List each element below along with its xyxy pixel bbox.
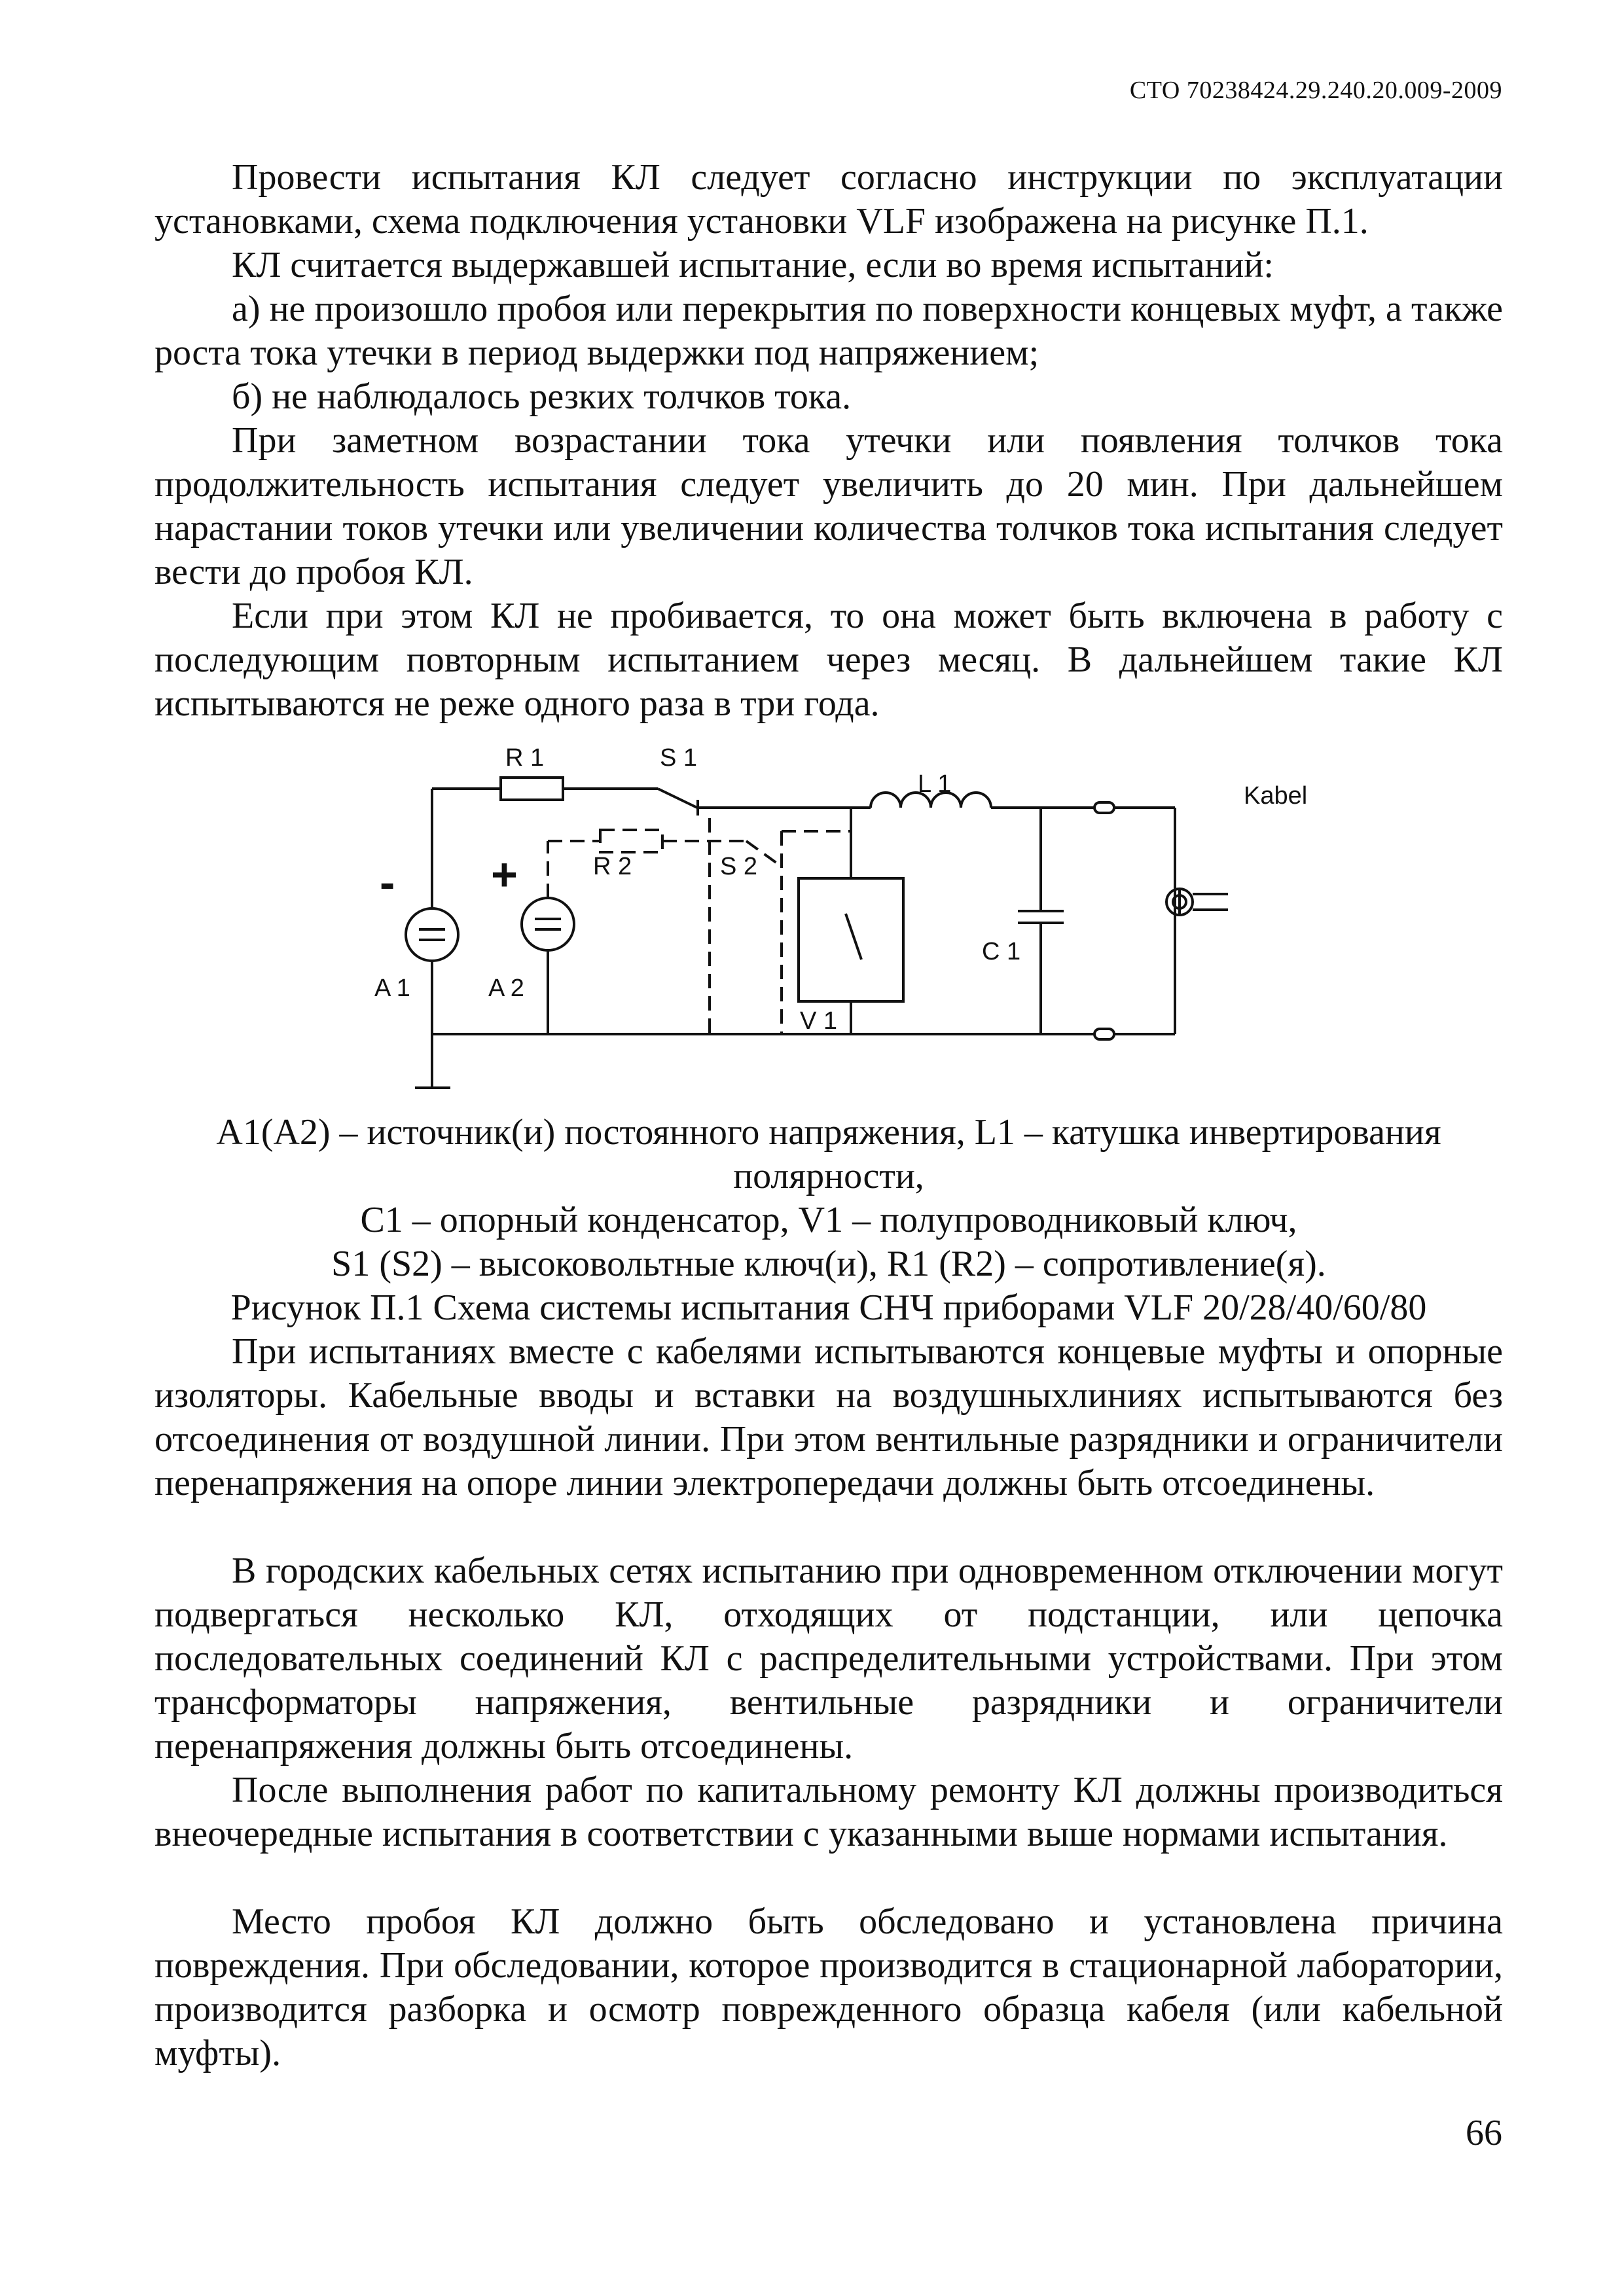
- switch-s1: [658, 789, 698, 816]
- label-minus: -: [380, 857, 395, 908]
- document-code: СТО 70238424.29.240.20.009-2009: [1129, 77, 1502, 104]
- paragraph-test-procedure: Провести испытания КЛ следует согласно инструкции по эксплуатации установками, схема подключения установки VLF изображена на рисунке П.1.: [154, 157, 1503, 242]
- label-c1: C 1: [982, 938, 1021, 965]
- label-s2: S 2: [720, 853, 758, 880]
- label-plus: +: [491, 849, 518, 900]
- paragraph-retest: Если при этом КЛ не пробивается, то она может быть включена в работу с последующим повторным испытанием через месяц. В дальнейшем такие КЛ испытываются не реже одного раза в три года.: [154, 596, 1503, 724]
- figure-caption-line1: А1(А2) – источник(и) постоянного напряжения, L1 – катушка инвертирования: [216, 1112, 1441, 1153]
- page-number: 66: [1466, 2113, 1502, 2153]
- paragraph-criterion-a: а) не произошло пробоя или перекрытия по поверхности концевых муфт, а также роста тока утечки в период выдержки под напряжением;: [154, 289, 1503, 373]
- switch-v1-box: [799, 878, 903, 1001]
- terminal-bottom: [1094, 1029, 1114, 1039]
- paragraph-leakage-increase: При заметном возрастании тока утечки или появления толчков тока продолжительность испытания следует увеличить до 20 мин. При дальнейшем нарастании токов утечки или увеличении количества толчков тока испытания следует вести до пробоя КЛ.: [154, 420, 1503, 592]
- label-l1: L 1: [918, 770, 952, 798]
- figure-title: Рисунок П.1 Схема системы испытания СНЧ приборами VLF 20/28/40/60/80: [230, 1287, 1427, 1328]
- label-a1: A 1: [374, 975, 410, 1002]
- paragraph-after-repair: После выполнения работ по капитальному ремонту КЛ должны производиться внеочередные испытания в соответствии с указанными выше нормами испытания.: [154, 1770, 1503, 1854]
- paragraph-urban-networks: В городских кабельных сетях испытанию при одновременном отключении могут подвергаться несколько КЛ, отходящих от подстанции, или цепочка последовательных соединений КЛ с распределительными устройствами. При этом трансформаторы напряжения, вентильные разрядники и ограничители перенапряжения должны быть отсоединены.: [154, 1551, 1503, 1767]
- paragraph-pass-criteria: КЛ считается выдержавшей испытание, если во время испытаний:: [232, 245, 1274, 285]
- label-r1: R 1: [505, 744, 545, 772]
- resistor-r1: [501, 778, 563, 800]
- paragraph-breakdown-location: Место пробоя КЛ должно быть обследовано и установлена причина повреждения. При обследовании, которое производится в стационарной лаборатории, производится разборка и осмотр поврежденного образца кабеля (или кабельной муфты).: [154, 1901, 1503, 2073]
- label-s1: S 1: [660, 744, 698, 772]
- source-a1-symbol: [406, 908, 458, 961]
- capacitor-c1: [1018, 911, 1064, 923]
- figure-caption-line4: S1 (S2) – высоковольтные ключ(и), R1 (R2) – сопротивление(я).: [331, 1244, 1326, 1284]
- paragraph-terminations: При испытаниях вместе с кабелями испытываются концевые муфты и опорные изоляторы. Кабельные вводы и вставки на воздушныхлиниях испытываются без отсоединения от воздушной линии. При этом вентильные разрядники и ограничители перенапряжения на опоре линии электропередачи должны быть отсоединены.: [154, 1331, 1503, 1503]
- terminal-top: [1094, 802, 1114, 813]
- label-kabel: Kabel: [1244, 782, 1308, 810]
- switch-v1-contact: [846, 914, 861, 960]
- figure-caption-line3: С1 – опорный конденсатор, V1 – полупроводниковый ключ,: [360, 1200, 1297, 1240]
- figure-caption-line2: полярности,: [733, 1156, 924, 1196]
- label-a2: A 2: [488, 975, 524, 1002]
- ground-symbol: [415, 1034, 450, 1088]
- label-r2: R 2: [593, 853, 632, 880]
- paragraph-criterion-b: б) не наблюдалось резких толчков тока.: [232, 376, 852, 417]
- label-v1: V 1: [800, 1007, 838, 1035]
- source-a2-symbol: [522, 898, 574, 950]
- vlf-circuit-diagram: [353, 726, 1309, 1106]
- resistor-r2: [600, 830, 662, 852]
